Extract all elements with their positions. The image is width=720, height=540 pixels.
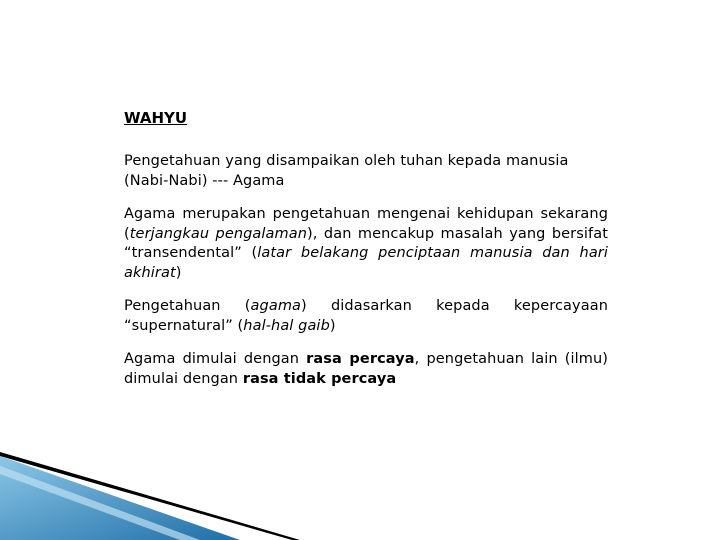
paragraph-definition-line1: Pengetahuan yang disampaikan oleh tuhan kepada manusia [124,153,569,169]
slide-heading: WAHYU [124,109,188,127]
decorative-wave-graphic [0,440,720,540]
paragraph-percaya [124,350,608,389]
slide-content [124,108,608,403]
paragraph-agama-text2: ), dan mencakup masalah yang bersifat “transendental” ( [124,225,608,261]
paragraph-definition [124,152,608,191]
paragraph-percaya-text1: Agama dimulai dengan [124,351,307,367]
paragraph-agama [124,205,608,283]
paragraph-supernatural-text1: Pengetahuan ( [124,298,251,314]
paragraph-percaya-bold1: rasa percaya [306,351,415,367]
paragraph-definition-line2: (Nabi-Nabi) --- Agama [124,172,285,189]
paragraph-supernatural [124,297,608,336]
paragraph-supernatural-italic1: agama [250,298,302,314]
paragraph-supernatural-text3: ) [329,317,336,334]
paragraph-agama-italic2: latar belakang penciptaan manusia dan hari akhirat [124,245,608,281]
paragraph-percaya-bold2: rasa tidak percaya [242,370,397,387]
paragraph-supernatural-text2: ) didasarkan kepada kepercayaan “supernatural” ( [124,298,608,334]
paragraph-agama-text3: ) [175,264,182,281]
paragraph-agama-italic1: terjangkau pengalaman [129,225,308,242]
decor-blue-wedge [0,456,240,540]
paragraph-agama-text1: Agama merupakan pengetahuan mengenai kehidupan sekarang ( [124,206,608,242]
paragraph-supernatural-italic2: hal-hal gaib [243,317,330,334]
paragraph-percaya-text2: , pengetahuan lain (ilmu) dimulai dengan [124,351,609,387]
